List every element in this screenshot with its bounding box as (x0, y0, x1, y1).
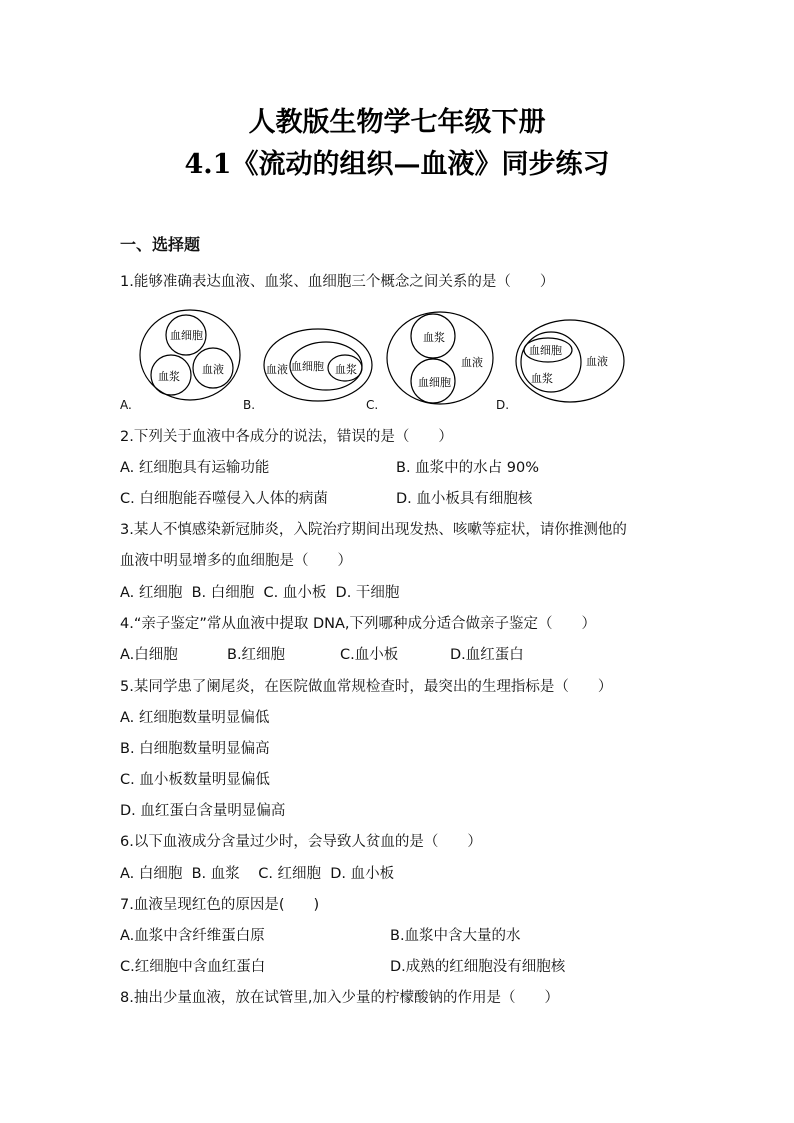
q4-option-b: B.红细胞 (227, 647, 286, 663)
q5-option-c: C. 血小板数量明显偏低 (120, 772, 270, 788)
diagram-d (514, 308, 628, 407)
option-a-label: A. (120, 398, 132, 412)
diagram-c (385, 308, 495, 410)
diagram-a-label-right: 血液 (202, 363, 224, 376)
page-title: 人教版生物学七年级下册 (248, 107, 546, 138)
page-subtitle: 4.1《流动的组织—血液》同步练习 (184, 149, 610, 180)
diagram-a (138, 308, 243, 407)
option-c-label: C. (366, 398, 379, 412)
q4-option-d: D.血红蛋白 (450, 647, 524, 663)
q6-stem: 6.以下血液成分含量过少时，会导致人贫血的是（ ） (120, 834, 482, 850)
diagram-b-label-outer: 血液 (266, 363, 288, 376)
q2-option-c: C. 白细胞能吞噬侵入人体的病菌 (120, 491, 328, 507)
q5-option-d: D. 血红蛋白含量明显偏高 (120, 803, 286, 819)
q2-option-d: D. 血小板具有细胞核 (396, 491, 533, 507)
diagram-b-label-mid: 血细胞 (291, 360, 324, 373)
option-b-label: B. (243, 398, 256, 412)
q3-stem-line1: 3.某人不慎感染新冠肺炎，入院治疗期间出现发热、咳嗽等症状，请你推测他的 (120, 522, 627, 538)
q1-stem: 1.能够准确表达血液、血浆、血细胞三个概念之间关系的是（ ） (120, 274, 555, 290)
q7-option-b: B.血浆中含大量的水 (390, 928, 521, 944)
q2-stem: 2.下列关于血液中各成分的说法，错误的是（ ） (120, 429, 453, 445)
diagram-a-label-left: 血浆 (158, 370, 180, 383)
section-heading: 一、选择题 (120, 235, 201, 254)
q4-option-a: A.白细胞 (120, 647, 178, 663)
q7-option-c: C.红细胞中含血红蛋白 (120, 959, 266, 975)
option-d-label: D. (496, 398, 510, 412)
diagram-c-label-bottom: 血细胞 (418, 376, 451, 389)
diagram-a-label-top: 血细胞 (170, 329, 203, 342)
q6-options: A. 白细胞 B. 血浆 C. 红细胞 D. 血小板 (120, 866, 395, 882)
diagram-b-label-inner: 血浆 (335, 363, 357, 376)
q4-option-c: C.血小板 (340, 647, 399, 663)
diagram-b (262, 308, 374, 407)
q7-option-d: D.成熟的红细胞没有细胞核 (390, 959, 566, 975)
q8-stem: 8.抽出少量血液，放在试管里,加入少量的柠檬酸钠的作用是（ ） (120, 990, 559, 1006)
q5-option-a: A. 红细胞数量明显偏低 (120, 710, 270, 726)
q7-option-a: A.血浆中含纤维蛋白原 (120, 928, 265, 944)
diagram-c-label-top: 血浆 (423, 331, 445, 344)
q3-options: A. 红细胞 B. 白细胞 C. 血小板 D. 干细胞 (120, 585, 400, 601)
diagram-d-label-mid: 血浆 (531, 372, 553, 385)
diagram-d-label-right: 血液 (586, 355, 608, 368)
diagram-d-label-inner: 血细胞 (529, 344, 562, 357)
diagram-c-label-right: 血液 (461, 356, 483, 369)
q4-stem: 4.“亲子鉴定”常从血液中提取 DNA,下列哪种成分适合做亲子鉴定（ ） (120, 616, 597, 632)
q2-option-b: B. 血浆中的水占 90% (396, 460, 540, 476)
q5-option-b: B. 白细胞数量明显偏高 (120, 741, 270, 757)
q5-stem: 5.某同学患了阑尾炎，在医院做血常规检查时，最突出的生理指标是（ ） (120, 679, 613, 695)
q2-option-a: A. 红细胞具有运输功能 (120, 460, 270, 476)
q3-stem-line2: 血液中明显增多的血细胞是（ ） (120, 553, 352, 569)
q7-stem: 7.血液呈现红色的原因是( ) (120, 897, 320, 913)
